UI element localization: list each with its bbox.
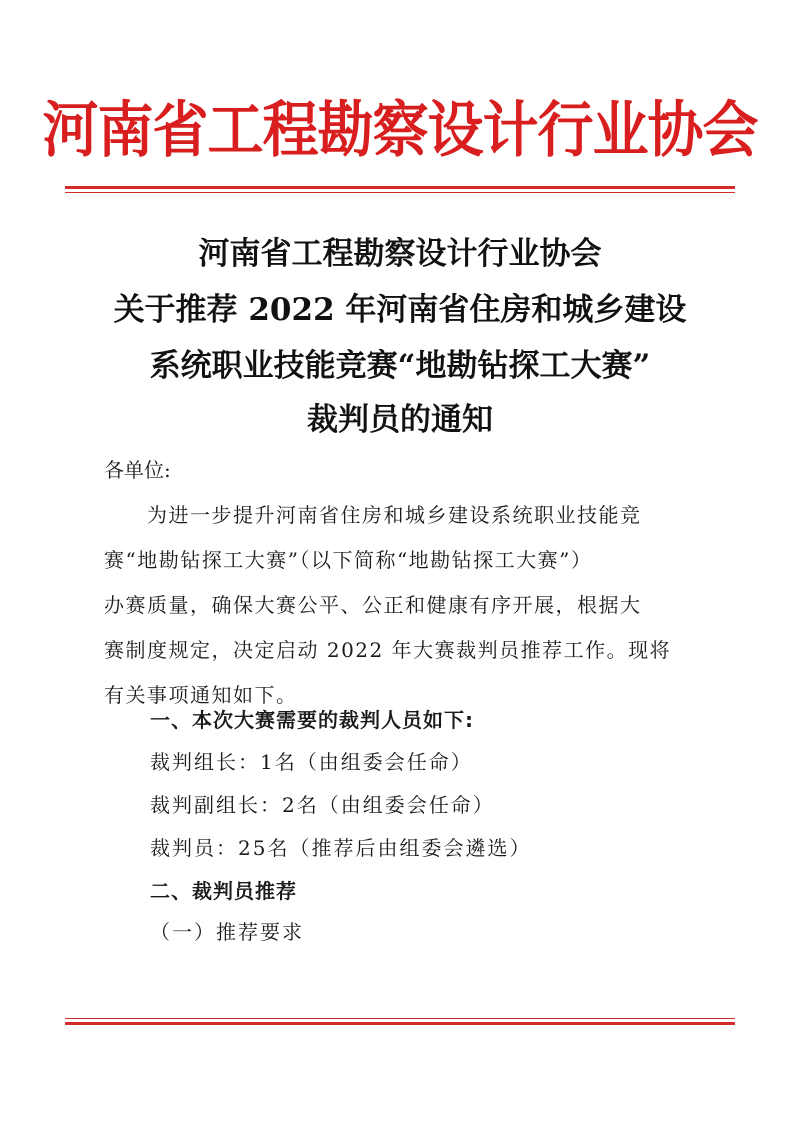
letterhead-divider <box>65 186 735 193</box>
paragraph-line: 有关事项通知如下。 <box>104 683 298 707</box>
paragraph-line: 赛制度规定，决定启动 2022 年大赛裁判员推荐工作。现将 <box>104 638 672 662</box>
section-2-heading: 二、裁判员推荐 <box>150 879 297 903</box>
notice-title-line-1: 河南省工程勘察设计行业协会 <box>198 236 602 272</box>
footer-divider <box>65 1018 735 1025</box>
judge-role-item: 裁判副组长：2名（由组委会任命） <box>150 793 495 817</box>
section-1-heading: 一、本次大赛需要的裁判人员如下: <box>150 708 474 732</box>
notice-title-line-2: 关于推荐 2022 年河南省住房和城乡建设 <box>113 292 687 328</box>
paragraph-line: 办赛质量，确保大赛公平、公正和健康有序开展，根据大 <box>104 593 642 617</box>
letterhead-title: 河南省工程勘察设计行业协会 <box>42 94 758 166</box>
notice-title-line-4: 裁判员的通知 <box>307 402 493 438</box>
section-2-subheading: （一）推荐要求 <box>150 920 304 944</box>
salutation: 各单位: <box>104 458 171 482</box>
paragraph-line: 赛“地勘钻探工大赛”（以下简称“地勘钻探工大赛”） <box>104 548 593 572</box>
notice-title-line-3: 系统职业技能竞赛“地勘钻探工大赛” <box>149 348 651 384</box>
judge-role-item: 裁判组长：1名（由组委会任命） <box>150 750 473 774</box>
judge-role-item: 裁判员：25名（推荐后由组委会遴选） <box>150 836 532 860</box>
paragraph-line: 为进一步提升河南省住房和城乡建设系统职业技能竞 <box>104 503 642 527</box>
intro-paragraph <box>104 493 696 718</box>
